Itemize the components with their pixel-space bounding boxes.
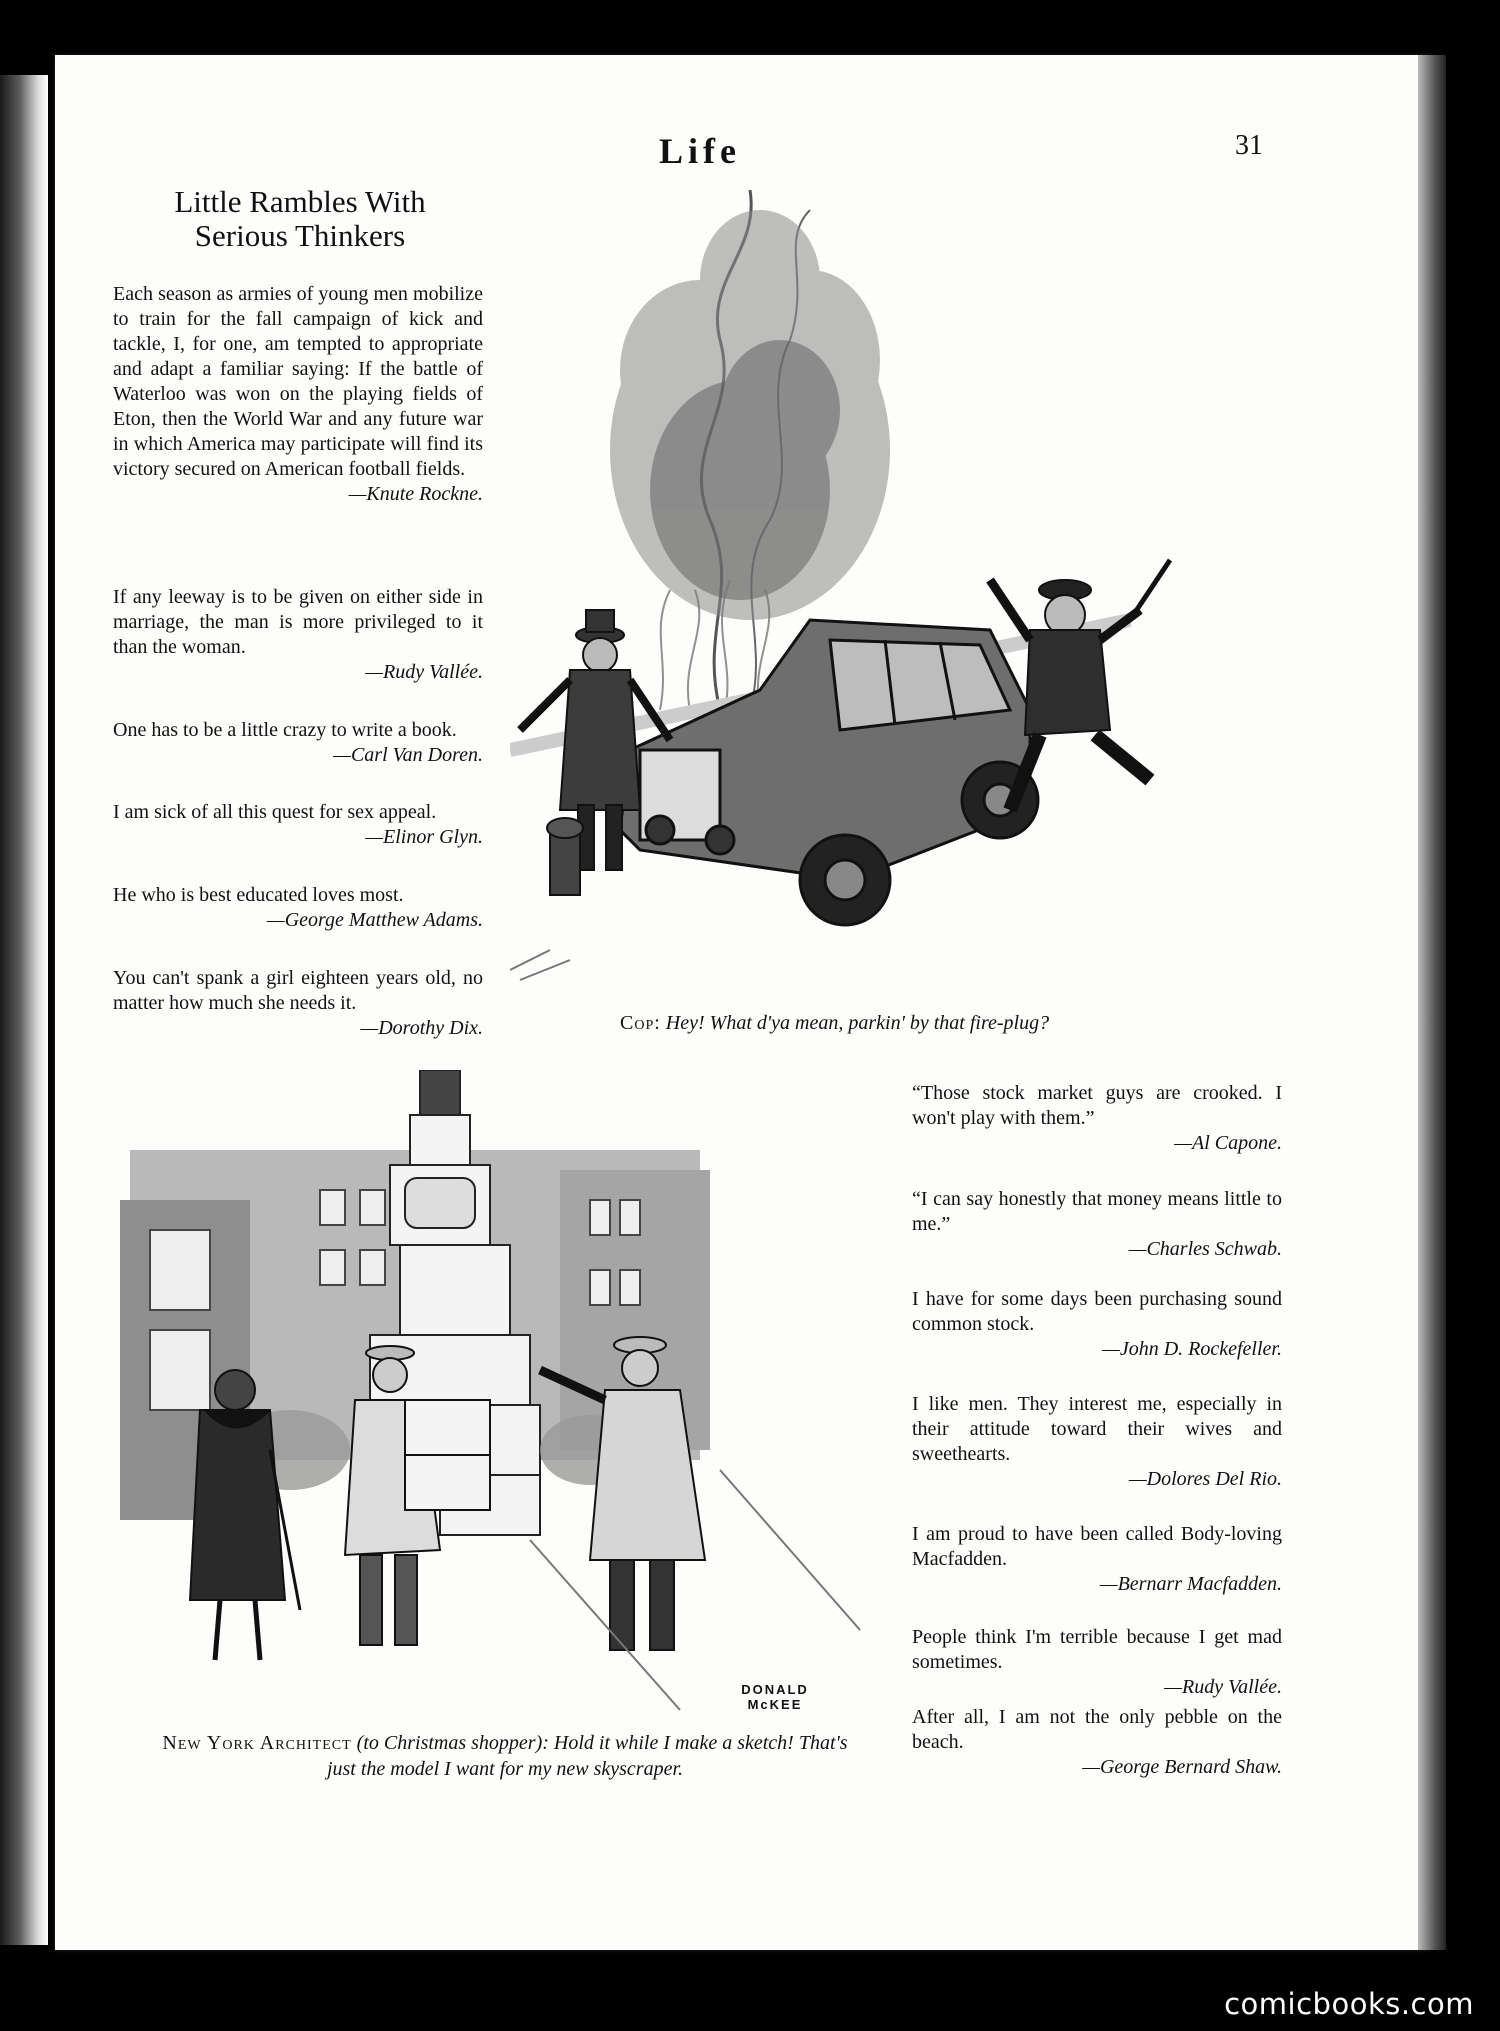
quote-author: —Bernarr Macfadden. [1099,1573,1282,1595]
quote-block [912,1705,1282,1780]
column-title-line-1: Little Rambles With [174,184,426,219]
cartoon-burning-car-illustration [510,190,1190,990]
quote-text: I am proud to have been called Body-loving Macfadden. [912,1523,1282,1570]
quote-block [912,1081,1282,1156]
quote-block [113,966,483,1041]
adjacent-page-edge [0,75,48,1945]
quote-author: —Dolores Del Rio. [1128,1468,1282,1490]
quote-block [113,718,483,768]
quote-block [912,1287,1282,1362]
quote-text: You can't spank a girl eighteen years old, no matter how much she needs it. [113,967,483,1014]
caption-aside: (to Christmas shopper): [356,1732,549,1754]
quote-author: —Knute Rockne. [348,483,483,505]
quote-text: I am sick of all this quest for sex appeal. [113,801,437,823]
column-title-line-2: Serious Thinkers [194,218,406,253]
quote-block [912,1187,1282,1262]
signature-first-name: DONALD [741,1682,809,1697]
quote-block [912,1392,1282,1492]
caption-speaker: New York Architect [162,1732,352,1754]
bottom-cartoon-caption [160,1730,850,1782]
quote-text: I like men. They interest me, especially in their attitude toward their wives and sweethearts. [912,1393,1282,1465]
quote-author: —John D. Rockefeller. [1102,1338,1282,1360]
quote-author: —Carl Van Doren. [333,744,483,766]
artist-signature [700,1682,850,1712]
quote-author: —George Matthew Adams. [266,909,483,931]
quote-text: If any leeway is to be given on either side in marriage, the man is more privileged to it than the woman. [113,586,483,658]
quote-text: I have for some days been purchasing sound common stock. [912,1288,1282,1335]
quote-text: People think I'm terrible because I get mad sometimes. [912,1626,1282,1673]
quote-author: —Charles Schwab. [1128,1238,1282,1260]
watermark: comicbooks.com [1224,1987,1474,2021]
quote-author: —Rudy Vallée. [365,661,483,683]
signature-last-name: McKEE [747,1697,803,1712]
quote-text: One has to be a little crazy to write a book. [113,719,457,741]
quote-text: He who is best educated loves most. [113,884,404,906]
column-title [120,185,480,253]
quote-block [113,800,483,850]
quote-text: “Those stock market guys are crooked. I won't play with them.” [912,1082,1282,1129]
page-binding-edge [1418,55,1446,1950]
quote-text: Each season as armies of young men mobilize to train for the fall campaign of kick and tackle, I, for one, am tempted to appropriate and adapt a familiar saying: If the battle of Waterloo was won on the playing fields of Eton, then the World War and any future war in which America may participate will find its victory secured on American football fields. [113,283,483,480]
quote-block [113,282,483,507]
quote-text: “I can say honestly that money means little to me.” [912,1188,1282,1235]
quote-text: After all, I am not the only pebble on the beach. [912,1706,1282,1753]
quote-block [113,585,483,685]
quote-block [113,883,483,933]
caption-dialogue: Hold it while I make a sketch! That's just the model I want for my new skyscraper. [326,1732,848,1780]
quote-author: —Rudy Vallée. [1164,1676,1282,1698]
top-cartoon-caption [620,1010,1220,1036]
quote-author: —Elinor Glyn. [365,826,483,848]
quote-author: —Dorothy Dix. [360,1017,483,1039]
masthead: Life [659,131,741,171]
cartoon-christmas-shopper-illustration [120,1070,880,1730]
quote-block [912,1522,1282,1597]
page-number: 31 [1235,130,1263,161]
quote-author: —Al Capone. [1174,1132,1282,1154]
caption-dialogue: Hey! What d'ya mean, parkin' by that fire-plug? [665,1012,1050,1034]
caption-speaker: Cop: [620,1012,661,1034]
quote-block [912,1625,1282,1700]
quote-author: —George Bernard Shaw. [1082,1756,1282,1778]
